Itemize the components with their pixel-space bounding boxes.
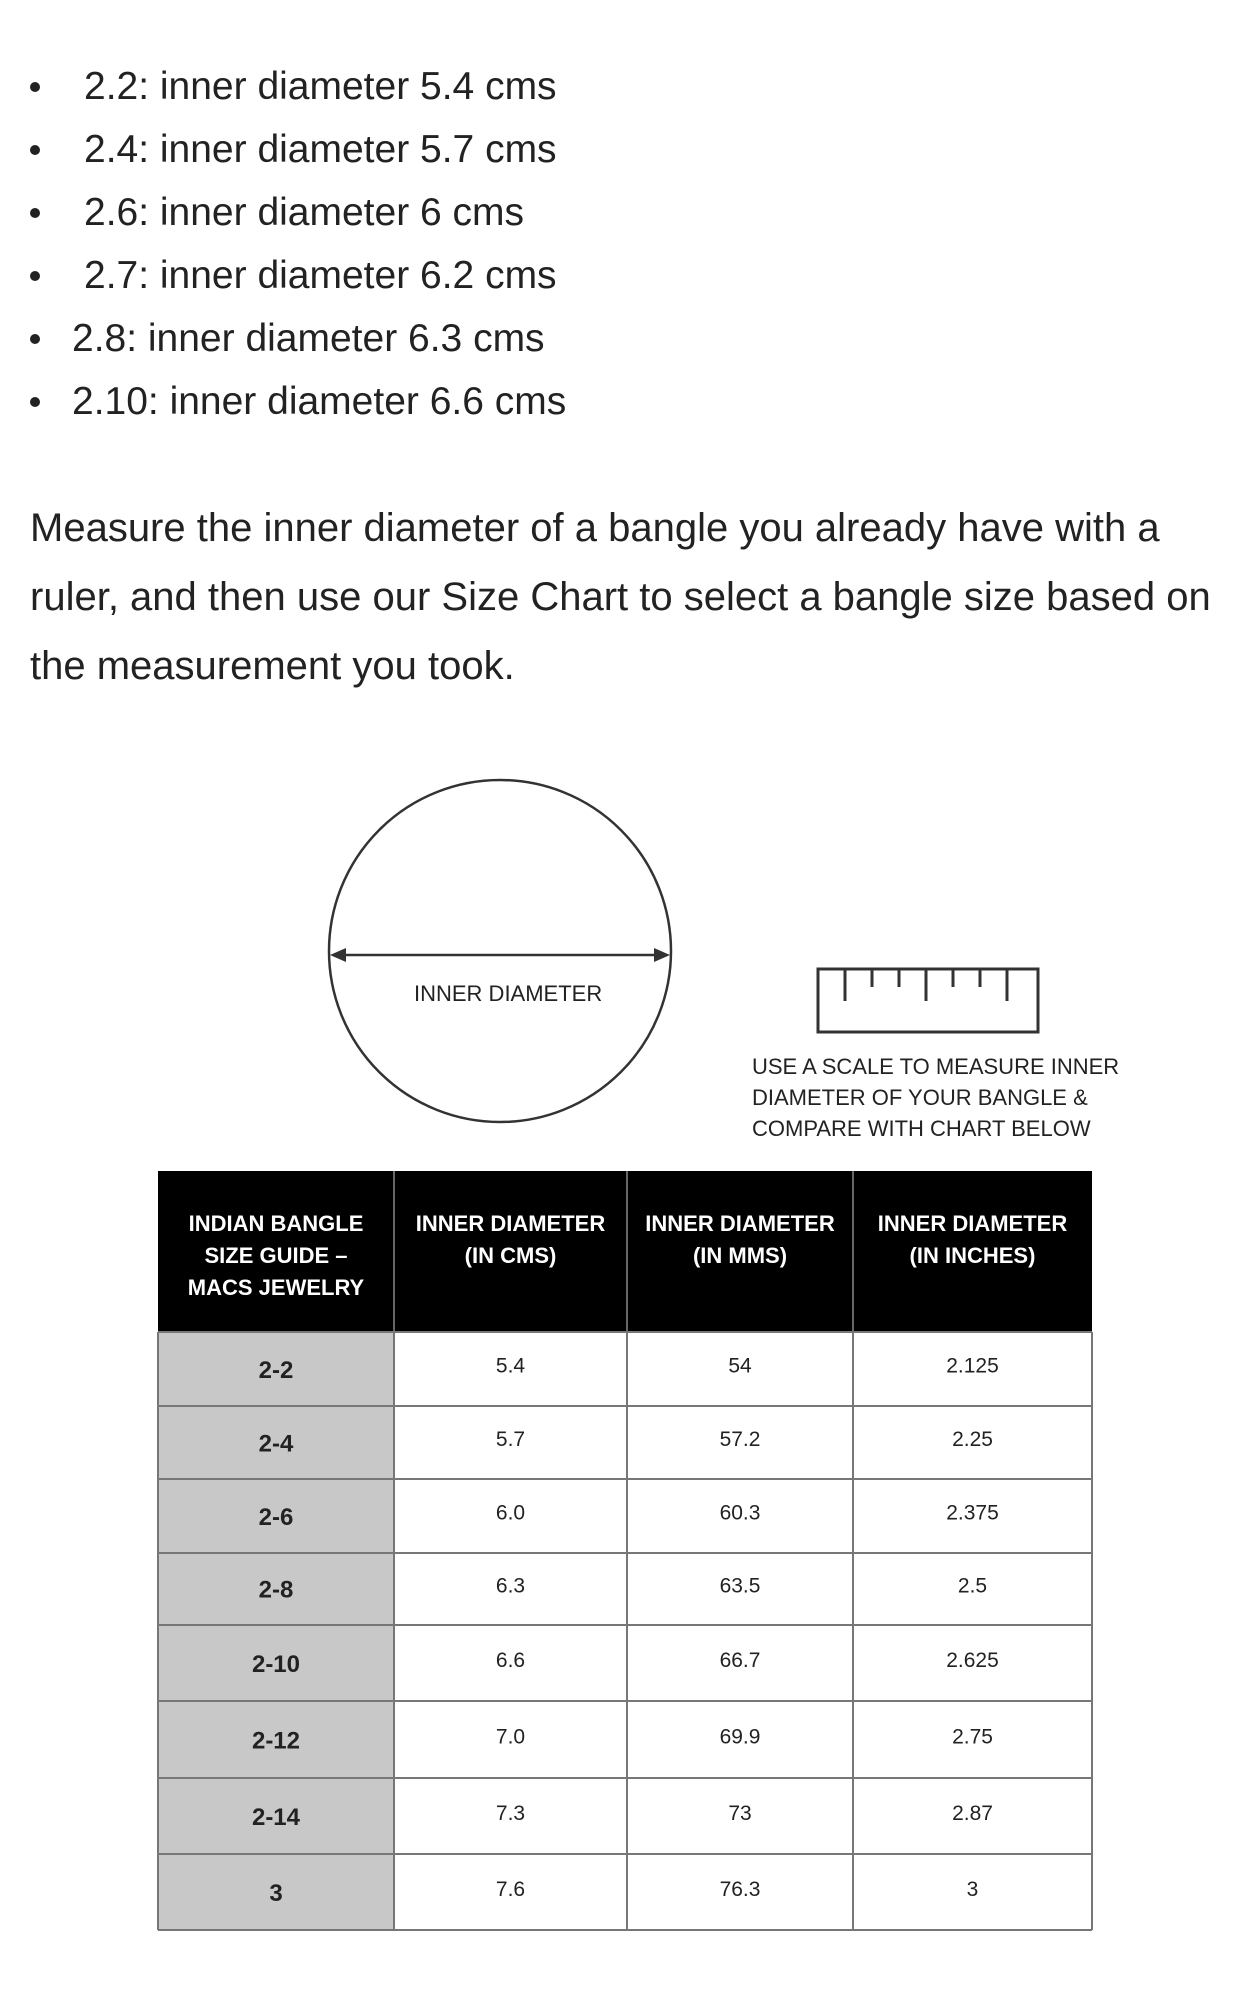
bangle-size-cell: 2-2 (258, 1356, 294, 1384)
values-background (394, 1332, 1092, 1930)
measurement-cell: 2.25 (952, 1428, 993, 1452)
measurement-cell: 2.75 (952, 1725, 993, 1749)
bullet-text: 2.2: inner diameter 5.4 cms (84, 65, 557, 108)
measurement-cell: 57.2 (719, 1428, 761, 1452)
measurement-cell: 5.4 (495, 1354, 526, 1378)
arrowhead-left-icon (330, 948, 346, 962)
measurement-cell: 2.125 (946, 1354, 999, 1378)
column-header-text: SIZE GUIDE – (204, 1243, 348, 1268)
scale-caption-line: DIAMETER OF YOUR BANGLE & (752, 1085, 1088, 1110)
ruler-icon (818, 969, 1038, 1032)
size-column-background (158, 1332, 394, 1930)
column-header-text: (IN INCHES) (909, 1243, 1036, 1268)
measurement-cell: 2.87 (952, 1801, 993, 1825)
bullet-text: 2.4: inner diameter 5.7 cms (84, 128, 557, 171)
scale-caption (752, 1054, 1119, 1141)
measurement-cell: 69.9 (719, 1725, 761, 1749)
column-header-text: INNER DIAMETER (415, 1211, 606, 1236)
measurement-cell: 2.625 (946, 1648, 999, 1672)
bangle-size-table (158, 1171, 1092, 1930)
bullet-text: 2.7: inner diameter 6.2 cms (84, 254, 557, 297)
bangle-size-cell: 2-4 (258, 1430, 294, 1458)
column-header-text: (IN CMS) (464, 1243, 557, 1268)
column-header-text: INNER DIAMETER (645, 1211, 835, 1236)
bangle-size-cell: 2-12 (251, 1727, 301, 1755)
bullet-text: 2.6: inner diameter 6 cms (84, 191, 525, 234)
measurement-cell: 60.3 (719, 1501, 761, 1525)
bullet-text: 2.10: inner diameter 6.6 cms (72, 380, 567, 423)
column-header-text: INDIAN BANGLE (188, 1211, 364, 1236)
measurement-cell: 3 (966, 1877, 979, 1901)
measurement-cell: 54 (728, 1354, 752, 1378)
measurement-cell: 7.6 (495, 1877, 526, 1901)
bangle-size-cell: 3 (269, 1880, 283, 1908)
measurement-cell: 7.3 (495, 1801, 526, 1825)
column-header-text: INNER DIAMETER (877, 1211, 1068, 1236)
scale-caption-line: USE A SCALE TO MEASURE INNER (752, 1054, 1120, 1079)
measurement-cell: 2.5 (957, 1574, 988, 1598)
measure-instructions: Measure the inner diameter of a bangle you already have with a ruler, and then use our Size Chart to select a bangle size based on the measurement you took. (30, 506, 1211, 688)
measurement-cell: 7.0 (495, 1725, 526, 1749)
bangle-size-cell: 2-14 (251, 1804, 301, 1832)
measurement-cell: 63.5 (719, 1574, 761, 1598)
measurement-cell: 6.0 (495, 1501, 526, 1525)
diameter-label: INNER DIAMETER (414, 981, 603, 1006)
scale-caption-line: COMPARE WITH CHART BELOW (752, 1116, 1091, 1141)
measurement-cell: 2.375 (946, 1501, 999, 1525)
bangle-size-cell: 2-10 (251, 1651, 301, 1679)
measurement-cell: 5.7 (495, 1428, 526, 1452)
measurement-cell: 66.7 (719, 1648, 761, 1672)
measurement-cell: 6.3 (495, 1574, 526, 1598)
bangle-circle-icon (329, 780, 671, 1122)
measurement-cell: 6.6 (495, 1648, 526, 1672)
measurement-cell: 73 (728, 1801, 752, 1825)
column-header-text: (IN MMS) (692, 1243, 788, 1268)
bangle-diagram (329, 780, 671, 1122)
bullet-text: 2.8: inner diameter 6.3 cms (72, 317, 545, 360)
measurement-cell: 76.3 (719, 1877, 761, 1901)
column-header-text: MACS JEWELRY (187, 1275, 365, 1300)
bangle-size-cell: 2-6 (258, 1503, 294, 1531)
bangle-size-cell: 2-8 (258, 1576, 294, 1604)
arrowhead-right-icon (654, 948, 670, 962)
